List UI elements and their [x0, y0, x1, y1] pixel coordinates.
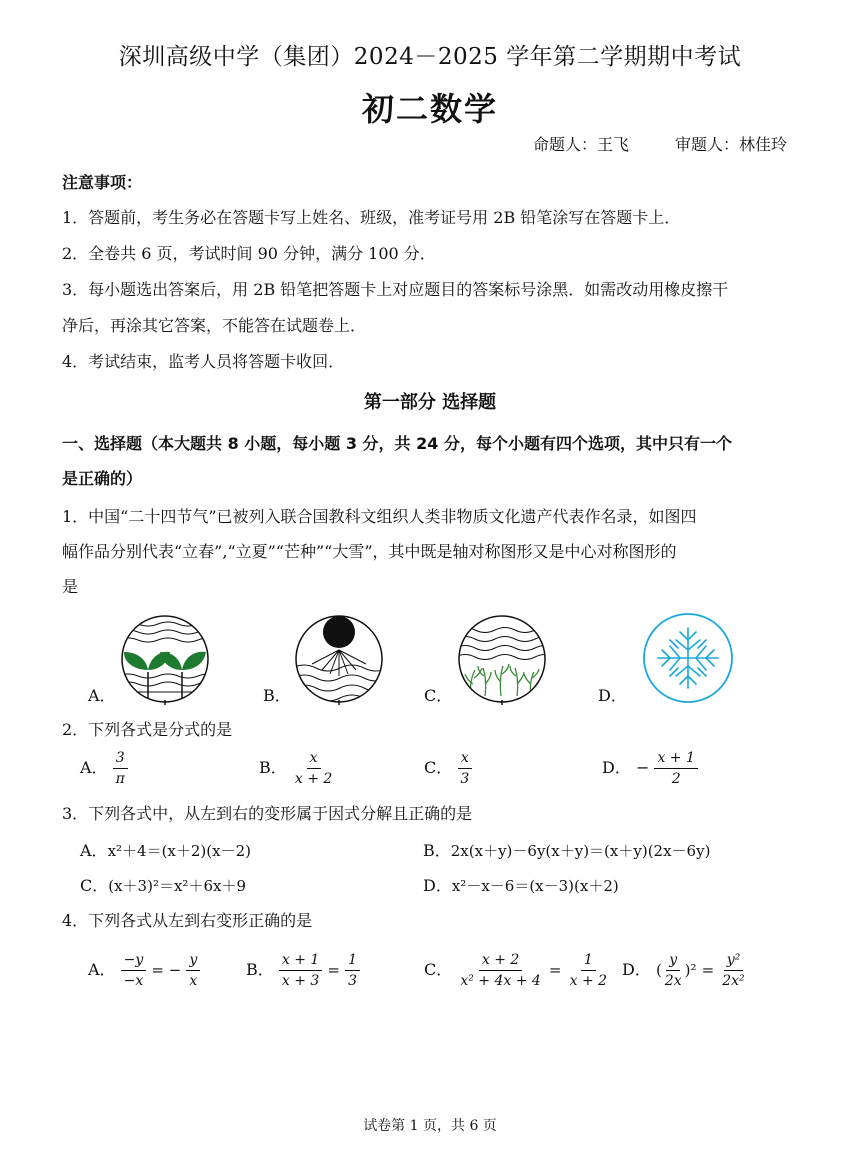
fraction: $\frac{x}{3}$ — [457, 750, 472, 787]
fraction: $\frac{-y}{-x}$ — [121, 952, 147, 989]
q2-stem: 2．下列各式是分式的是 — [62, 720, 233, 739]
q3-option-c[interactable]: C．(x＋3)²＝x²＋6x＋9 — [80, 876, 246, 895]
fraction: $\frac{y}{2x}$ — [664, 952, 682, 990]
q4-option-d[interactable]: D． ( $\frac{y}{2x}$ )² = $\frac{\text{y²}}{\text{2x²}}$ — [622, 952, 748, 989]
q2-option-d[interactable]: D． − $\frac{x + 1}{2}$ — [602, 750, 698, 787]
exam-title: 深圳高级中学（集团）2024－2025 学年第二学期期中考试 — [118, 44, 742, 70]
notice-line: 4．考试结束，监考人员将答题卡收回． — [62, 352, 345, 371]
notice-heading: 注意事项： — [62, 173, 143, 192]
setter: 命题人：王飞 — [533, 135, 630, 154]
q1-option-d[interactable]: D． — [598, 686, 627, 705]
reviewer: 审题人：林佳玲 — [675, 135, 788, 154]
q4-stem: 4．下列各式从左到右变形正确的是 — [62, 911, 313, 930]
q2-option-a[interactable]: A． $\frac{3}{\pi}$ — [80, 750, 128, 787]
snowflake-icon — [640, 610, 736, 706]
fraction: $\frac{x + 1}{x + 3}$ — [279, 952, 322, 989]
q1-stem-cont: 幅作品分别代表“立春”,“立夏”“芒种”“大雪”，其中既是轴对称图形又是中心对称图形的 — [62, 542, 677, 561]
q1-option-b[interactable]: B． — [263, 686, 291, 705]
fraction: $\frac{y}{x}$ — [186, 952, 200, 989]
q4-option-c[interactable]: C． $\frac{x + 2}{\text{x² + 4x + 4}}$ = $\frac{1}{x + 2}$ — [424, 952, 610, 989]
authors — [533, 132, 787, 155]
q1-option-c[interactable]: C． — [424, 686, 453, 705]
q3-option-a[interactable]: A．x²＋4＝(x＋2)(x－2) — [80, 841, 251, 860]
q1-stem-cont: 是 — [62, 577, 79, 596]
q3-stem: 3．下列各式中，从左到右的变形属于因式分解且正确的是 — [62, 804, 473, 823]
notice-line: 2．全卷共 6 页，考试时间 90 分钟，满分 100 分． — [62, 244, 436, 263]
fraction: $\frac{\text{y²}}{\text{2x²}}$ — [722, 952, 745, 990]
q2-option-b[interactable]: B． $\frac{x}{x + 2}$ — [259, 750, 335, 787]
q4-option-a[interactable]: A． $\frac{-y}{-x}$ = − $\frac{y}{x}$ — [88, 952, 200, 989]
fraction: $\frac{x}{x + 2}$ — [294, 750, 333, 788]
q1-stem: 1．中国“二十四节气”已被列入联合国教科文组织人类非物质文化遗产代表作名录，如图四 — [62, 507, 697, 526]
q3-option-d[interactable]: D．x²－x－6＝(x－3)(x＋2) — [423, 876, 619, 895]
fraction: $\frac{1}{x + 2}$ — [569, 952, 608, 990]
fraction: $\frac{3}{\pi}$ — [113, 750, 128, 787]
section-title: 第一部分 选择题 — [363, 392, 497, 413]
fraction: $\frac{x + 1}{2}$ — [654, 750, 697, 787]
exam-subject: 初二数学 — [361, 90, 498, 128]
q4-option-b[interactable]: B． $\frac{x + 1}{x + 3}$ = $\frac{1}{3}$ — [246, 952, 360, 989]
section-instruction-cont: 是正确的） — [62, 469, 143, 488]
q1-option-a[interactable]: A． — [88, 686, 116, 705]
q3-option-b[interactable]: B．2x(x＋y)－6y(x＋y)＝(x＋y)(2x－6y) — [423, 841, 711, 860]
notice-line: 净后，再涂其它答案，不能答在试题卷上． — [62, 316, 367, 335]
spring-sprout-icon — [118, 612, 212, 706]
fraction: $\frac{x + 2}{\text{x² + 4x + 4}}$ — [460, 952, 541, 990]
grain-sprouts-icon — [455, 612, 549, 706]
notice-line: 3．每小题选出答案后，用 2B 铅笔把答题卡上对应题目的答案标号涂黑．如需改动用橡皮擦干 — [62, 280, 729, 299]
summer-sun-icon — [292, 612, 386, 706]
page-footer: 试卷第 1 页，共 6 页 — [363, 1118, 497, 1134]
section-instruction: 一、选择题（本大题共 8 小题，每小题 3 分，共 24 分，每个小题有四个选项，其中只有一个 — [62, 434, 732, 453]
fraction: $\frac{1}{3}$ — [345, 952, 360, 989]
notice-line: 1．答题前，考生务必在答题卡写上姓名、班级，准考证号用 2B 铅笔涂写在答题卡上． — [62, 208, 681, 227]
q2-option-c[interactable]: C． $\frac{x}{3}$ — [424, 750, 472, 787]
